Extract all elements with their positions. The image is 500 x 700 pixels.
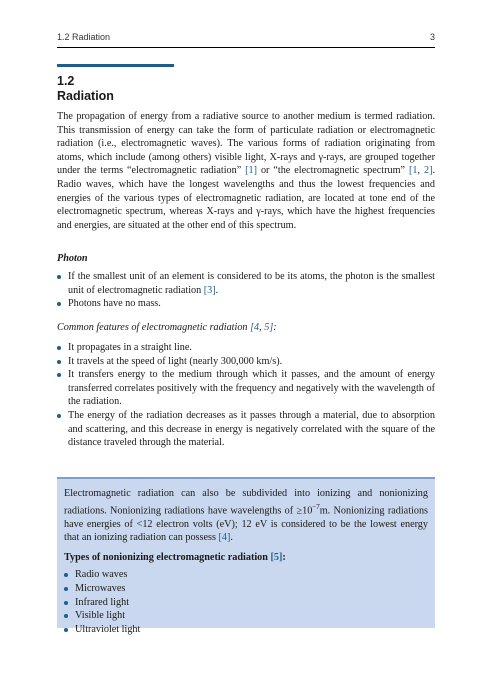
info-box-heading: Types of nonionizing electromagnetic radiation [5]: <box>64 551 286 563</box>
citation-link[interactable]: [1] <box>245 165 258 177</box>
section-accent-bar <box>57 64 174 67</box>
citation-link[interactable]: 2] <box>423 165 433 177</box>
list-item: If the smallest unit of an element is considered to be its atoms, the photon is the smallest unit of electromagnetic radiation [3]. <box>57 270 435 297</box>
photon-heading: Photon <box>57 253 88 264</box>
running-head-section: 1.2 Radiation <box>57 32 111 42</box>
list-item: Infrared light <box>64 596 428 610</box>
section-title: Radiation <box>57 89 114 103</box>
citation-link[interactable]: 5] <box>264 322 274 333</box>
list-item: Radio waves <box>64 568 428 582</box>
info-box-paragraph: Electromagnetic radiation can also be subdivided into ionizing and nonionizing radiations. Nonionizing radiations have wavelengths of $\ge 10^{-7}m$. Nonionizing radiations have energies of <12 electron volts (eV); 12 eV is considered to be the lowest energy that an ionizing radiation can possess [4]. <box>64 488 429 544</box>
list-item: It propagates in a straight line. <box>57 341 435 355</box>
features-list <box>57 341 435 450</box>
info-box <box>57 477 435 635</box>
citation-link[interactable]: [1 <box>409 165 418 177</box>
list-item: The energy of the radiation decreases as it passes through a material, due to absorption and scattering, and this decrease in energy is negatively correlated with the square of the distance traveled through the material. <box>57 409 435 450</box>
page-number: 3 <box>429 32 435 42</box>
running-head <box>57 32 435 42</box>
citation-link[interactable]: [4] <box>218 532 231 544</box>
citation-link[interactable]: [3] <box>203 284 216 296</box>
list-item: Photons have no mass. <box>57 297 435 311</box>
section-number: 1.2 <box>57 74 75 88</box>
citation-link[interactable]: [4 <box>250 322 260 333</box>
photon-list <box>57 270 435 311</box>
list-item: Visible light <box>64 609 428 623</box>
header-rule <box>57 47 435 48</box>
list-item: It transfers energy to the medium through which it passes, and the amount of energy transferred correlates positively with the frequency and negatively with the wavelength of the radiation. <box>57 368 435 409</box>
list-item: Microwaves <box>64 582 428 596</box>
features-heading: Common features of electromagnetic radiation [4, 5]: <box>57 322 277 333</box>
list-item: It travels at the speed of light (nearly 300,000 km/s). <box>57 355 435 369</box>
nonionizing-list <box>64 568 428 636</box>
citation-link[interactable]: [5] <box>270 551 283 563</box>
list-item: Ultraviolet light <box>64 623 428 637</box>
intro-paragraph: The propagation of energy from a radiative source to another medium is termed radiation. This transmission of energy can take the form of particulate radiation or electromagnetic radiation (i.e., electromagnetic waves). The various forms of radiation originating from atoms, which include (among others) visible light, X-rays and γ-rays, are grouped together under the terms “electromagnetic radiation” [1] or “the electromagnetic spectrum” [1, 2]. Radio waves, which have the longest wavelengths and thus the lowest frequencies and energies of the various types of electromagnetic radiation, are located at tone end of the electromagnetic spectrum, whereas X-rays and γ-rays, which have the highest frequencies and energies, are situated at the other end of this spectrum. <box>57 111 436 231</box>
